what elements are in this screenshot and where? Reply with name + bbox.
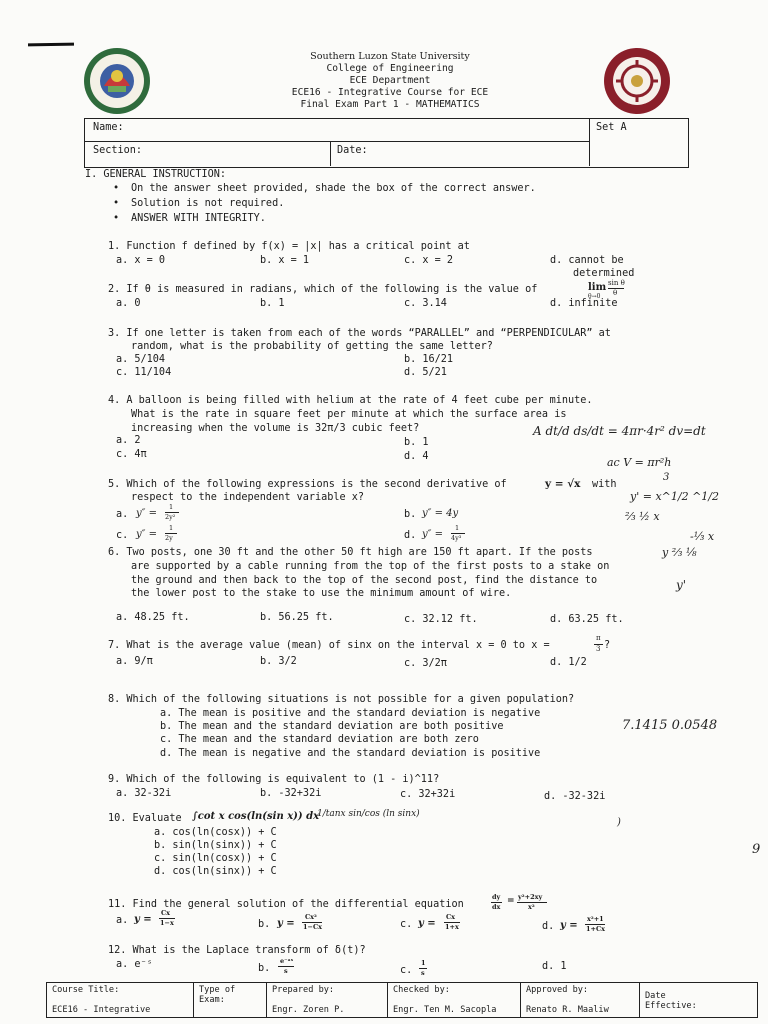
type-label: Type of: [199, 985, 236, 995]
q11-option-d-num: x²+1: [587, 915, 604, 923]
q5-option-b-label[interactable]: b.: [404, 509, 417, 520]
q5-stem-tail: with: [592, 479, 617, 490]
q12-option-b-den: s: [284, 967, 288, 975]
q4-stem: 4. A balloon is being filled with helium at the rate of 4 feet cube per minute.: [108, 395, 593, 406]
q7-frac-den: 3: [596, 645, 601, 653]
instruction-1: • On the answer sheet provided, shade the box of the correct answer.: [131, 183, 536, 194]
q11-option-b-num: Cx²: [305, 913, 317, 921]
q12-option-c-label[interactable]: c.: [400, 965, 413, 976]
q11-option-c[interactable]: y =: [418, 918, 436, 929]
approved-label: Approved by:: [526, 985, 589, 995]
checked-value: Engr. Ten M. Sacopla: [393, 1005, 497, 1015]
q5-option-c-den: 2y: [165, 534, 173, 542]
q1-option-d-cont: determined: [573, 268, 635, 279]
q3-option-c[interactable]: c. 11/104: [116, 367, 172, 378]
q11-option-c-num: Cx: [446, 913, 456, 921]
q11-option-b-label[interactable]: b.: [258, 919, 271, 930]
q2-option-b[interactable]: b. 1: [260, 298, 285, 309]
q5-option-c[interactable]: y″ =: [136, 529, 157, 540]
checked-cell: [388, 983, 521, 1018]
prepared-value: Engr. Zoren P.: [272, 1005, 345, 1015]
q3-option-a[interactable]: a. 5/104: [116, 354, 166, 365]
q12-option-b-label[interactable]: b.: [258, 963, 271, 974]
date-effective-cell: [640, 983, 758, 1018]
q10-option-a[interactable]: a. cos(ln(cosx)) + C: [154, 827, 277, 838]
q2-option-a[interactable]: a. 0: [116, 298, 141, 309]
set-label: Set A: [596, 122, 627, 133]
q6-option-d[interactable]: d. 63.25 ft.: [550, 614, 624, 625]
q2-lim: lim: [588, 282, 607, 293]
q5-option-b[interactable]: y″ = 4y: [422, 508, 459, 519]
q5-option-a-num: 1: [169, 503, 174, 511]
q5-option-d-den: 4y³: [451, 534, 462, 542]
q6-option-c[interactable]: c. 32.12 ft.: [404, 614, 478, 625]
q4-option-c[interactable]: c. 4π: [116, 449, 147, 460]
q3-stem: 3. If one letter is taken from each of the words “PARALLEL” and “PERPENDICULAR” at: [108, 328, 611, 339]
q7-option-c[interactable]: c. 3/2π: [404, 658, 447, 669]
q11-de-den: dx: [492, 903, 501, 911]
q9-option-c[interactable]: c. 32+32i: [400, 789, 456, 800]
q11-option-a-num: Cx: [161, 909, 171, 917]
q2-stem: 2. If θ is measured in radians, which of the following is the value of: [108, 284, 538, 295]
q7-option-b[interactable]: b. 3/2: [260, 656, 297, 667]
instructions-heading: I. GENERAL INSTRUCTION:: [85, 169, 227, 180]
q11-de-eq: =: [507, 896, 515, 906]
date-effective-label: Date: [645, 991, 666, 1001]
q12-option-c-num: 1: [421, 959, 426, 967]
q12-option-a[interactable]: a. e⁻ˢ: [116, 959, 153, 970]
q5-option-d-num: 1: [455, 524, 460, 532]
instruction-2: • Solution is not required.: [131, 198, 284, 209]
q5-option-d-label[interactable]: d.: [404, 530, 417, 541]
q5-option-a-label[interactable]: a.: [116, 509, 129, 520]
q3-option-d[interactable]: d. 5/21: [404, 367, 447, 378]
q11-de-rnum: y²+2xy: [518, 893, 543, 901]
q2-option-d[interactable]: d. infinite: [550, 298, 618, 309]
q5-stem-cont: respect to the independent variable x?: [131, 492, 365, 503]
q11-option-d-den: 1+Cx: [586, 925, 606, 933]
q7-stem-tail: ?: [604, 640, 611, 651]
q8-stem: 8. Which of the following situations is not possible for a given population?: [108, 694, 575, 705]
course-title-label: Course Title:: [52, 985, 120, 995]
college-name: College of Engineering: [326, 63, 454, 74]
q1-option-c[interactable]: c. x = 2: [404, 255, 454, 266]
type-label-2: Exam:: [199, 995, 225, 1005]
q4-option-d[interactable]: d. 4: [404, 451, 429, 462]
handwritten-note-q4-c: 3: [663, 472, 670, 483]
q3-stem-cont: random, what is the probability of getting the same letter?: [131, 341, 493, 352]
q11-de-num: dy: [492, 893, 501, 901]
q2-lim-den: θ: [613, 289, 618, 297]
q6-stem-cont-2: the ground and then back to the top of the second post, find the distance to: [131, 575, 598, 586]
prepared-label: Prepared by:: [272, 985, 335, 995]
q5-option-c-num: 1: [169, 524, 174, 532]
section-field-label[interactable]: Section:: [93, 145, 143, 156]
handwritten-note-q8: 7.1415 0.0548: [622, 718, 718, 733]
q7-option-a[interactable]: a. 9/π: [116, 656, 153, 667]
date-field-label[interactable]: Date:: [337, 145, 368, 156]
handwritten-note-q5-a: y' = x^1/2 ^1/2: [630, 490, 719, 503]
name-field-label[interactable]: Name:: [93, 122, 124, 133]
exam-title: Final Exam Part 1 - MATHEMATICS: [300, 99, 480, 110]
q5-option-d[interactable]: y″ =: [422, 529, 443, 540]
q11-option-c-label[interactable]: c.: [400, 919, 413, 930]
handwritten-note-q5-e: y': [676, 578, 687, 592]
approved-cell: [521, 983, 640, 1018]
q11-option-a-label[interactable]: a.: [116, 915, 129, 926]
type-cell: [194, 983, 267, 1018]
q11-option-c-den: 1+x: [445, 923, 459, 931]
approval-footer-table: [46, 982, 758, 1018]
handwritten-note-q10: 1/tanx sin/cos (ln sinx): [317, 809, 420, 819]
course-name: ECE16 - Integrative Course for ECE: [291, 87, 489, 98]
q8-option-b[interactable]: b. The mean and the standard deviation are both positive: [160, 721, 504, 732]
course-title-cell: [47, 983, 194, 1018]
date-column-divider: [330, 141, 331, 166]
q6-option-b[interactable]: b. 56.25 ft.: [260, 612, 334, 623]
q1-option-b[interactable]: b. x = 1: [260, 255, 310, 266]
q11-option-b-den: 1−Cx: [303, 923, 323, 931]
course-title-value: ECE16 - Integrative: [52, 1005, 151, 1015]
pen-mark: [28, 43, 74, 47]
name-section-divider: [84, 141, 589, 142]
q6-stem-cont-3: the lower post to the stake to use the minimum amount of wire.: [131, 588, 512, 599]
q12-option-c-den: s: [421, 969, 425, 977]
q12-option-b-num: e⁻ᵃˢ: [280, 957, 294, 965]
q2-option-c[interactable]: c. 3.14: [404, 298, 447, 309]
q10-option-d[interactable]: d. cos(ln(sinx)) + C: [154, 866, 277, 877]
prepared-cell: [267, 983, 388, 1018]
instruction-3: • ANSWER WITH INTEGRITY.: [131, 213, 266, 224]
q6-option-a[interactable]: a. 48.25 ft.: [116, 612, 190, 623]
q6-stem-cont-1: are supported by a cable running from the top of the first posts to a stake on: [131, 561, 610, 572]
q7-frac-num: π: [596, 634, 601, 642]
q8-option-a[interactable]: a. The mean is positive and the standard deviation is negative: [160, 708, 541, 719]
q5-function: y = √x: [545, 478, 581, 490]
q2-lim-num: sin θ: [608, 279, 625, 287]
handwritten-margin-mark: 9: [752, 842, 761, 857]
q11-option-b[interactable]: y =: [277, 918, 295, 929]
q8-option-d[interactable]: d. The mean is negative and the standard deviation is positive: [160, 748, 541, 759]
college-seal-icon: [602, 46, 672, 116]
checked-label: Checked by:: [393, 985, 450, 995]
handwritten-note-q5-d: y ⅔ ⅛: [662, 546, 697, 559]
handwritten-tick-q10: ): [617, 817, 621, 828]
q5-option-a-den: 2y²: [165, 513, 176, 521]
q5-option-a[interactable]: y″ =: [136, 508, 157, 519]
q11-option-d-label[interactable]: d.: [542, 921, 555, 932]
handwritten-note-q5-b: ⅔ ½ x: [625, 510, 660, 523]
handwritten-note-q4-b: ac V = πr²h: [607, 456, 672, 469]
q9-option-a[interactable]: a. 32-32i: [116, 788, 172, 799]
set-column-divider: [589, 118, 590, 166]
q9-stem: 9. Which of the following is equivalent to (1 - i)^11?: [108, 774, 440, 785]
q11-option-a[interactable]: y =: [134, 914, 152, 925]
q7-option-d[interactable]: d. 1/2: [550, 657, 587, 668]
q11-stem: 11. Find the general solution of the differential equation: [108, 899, 464, 910]
department-name: ECE Department: [349, 75, 431, 86]
q4-stem-cont-1: What is the rate in square feet per minute at which the surface area is: [131, 409, 567, 420]
handwritten-note-q5-c: -⅓ x: [690, 530, 715, 543]
q7-stem: 7. What is the average value (mean) of sinx on the interval x = 0 to x =: [108, 640, 550, 651]
q5-stem: 5. Which of the following expressions is the second derivative of: [108, 479, 507, 490]
university-seal-icon: [82, 46, 152, 116]
q10-integral: ∫cot x cos(ln(sin x)) dx: [192, 811, 320, 822]
q4-option-a[interactable]: a. 2: [116, 435, 141, 446]
q11-option-a-den: 1−x: [160, 919, 174, 927]
q3-option-b[interactable]: b. 16/21: [404, 354, 454, 365]
q6-stem: 6. Two posts, one 30 ft and the other 50 ft high are 150 ft apart. If the posts: [108, 547, 593, 558]
q9-option-d[interactable]: d. -32-32i: [544, 791, 606, 802]
q1-option-a[interactable]: a. x = 0: [116, 255, 166, 266]
handwritten-note-q4-a: A dt/d ds/dt = 4πr·4r² dv=dt: [533, 424, 706, 438]
q11-option-d[interactable]: y =: [560, 920, 578, 931]
q9-option-b[interactable]: b. -32+32i: [260, 788, 322, 799]
q12-stem: 12. What is the Laplace transform of δ(t)?: [108, 945, 366, 956]
q4-stem-cont-2: increasing when the volume is 32π/3 cubic feet?: [131, 423, 420, 434]
q1-option-d[interactable]: d. cannot be: [550, 255, 624, 266]
q4-option-b[interactable]: b. 1: [404, 437, 429, 448]
q8-option-c[interactable]: c. The mean and the standard deviation are both zero: [160, 734, 479, 745]
date-effective-label-2: Effective:: [645, 1001, 697, 1011]
q2-lim-sub: θ→0: [588, 293, 601, 300]
university-name: Southern Luzon State University: [310, 51, 470, 62]
q10-option-b[interactable]: b. sin(ln(sinx)) + C: [154, 840, 277, 851]
q12-option-d[interactable]: d. 1: [542, 961, 567, 972]
q10-option-c[interactable]: c. sin(ln(cosx)) + C: [154, 853, 277, 864]
q10-stem: 10. Evaluate: [108, 813, 182, 824]
approved-value: Renato R. Maaliw: [526, 1005, 609, 1015]
q1-stem: 1. Function f defined by f(x) = |x| has a critical point at: [108, 241, 470, 252]
q5-option-c-label[interactable]: c.: [116, 530, 129, 541]
q11-de-rden: x²: [528, 903, 535, 911]
